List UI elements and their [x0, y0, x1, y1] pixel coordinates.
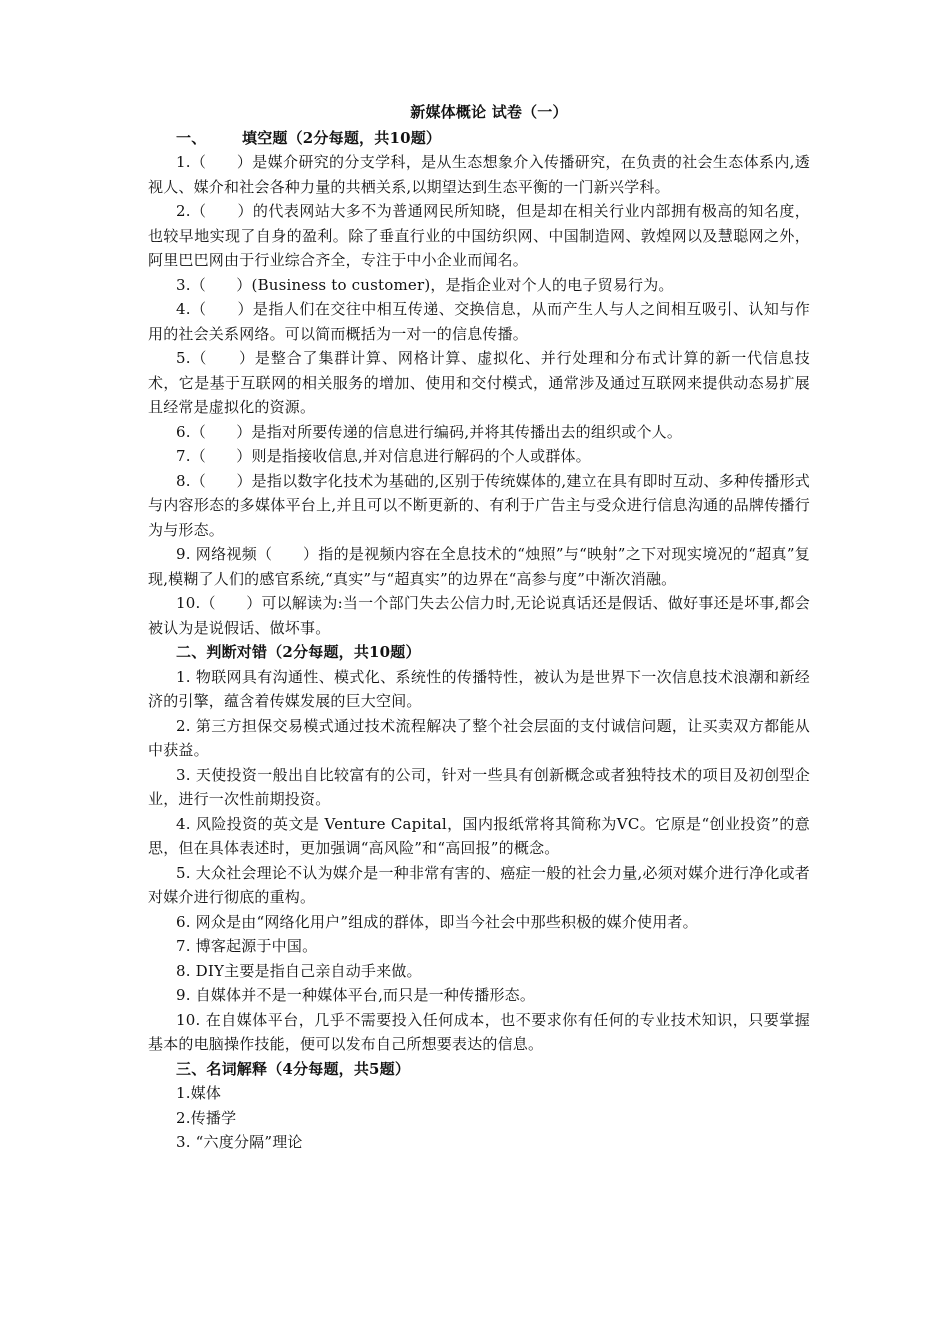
exam-title: 新媒体概论 试卷（一） — [410, 103, 568, 121]
question-item: 6. 网众是由“网络化用户”组成的群体，即当今社会中那些积极的媒介使用者。 — [176, 912, 698, 931]
question-item: 3. “六度分隔”理论 — [176, 1133, 303, 1151]
question-item: 2. 第三方担保交易模式通过技术流程解决了整个社会层面的支付诚信问题，让买卖双方都能从中获益。 — [148, 716, 810, 759]
section-heading-text: 三、名词解释（4分每题，共5题） — [176, 1059, 411, 1078]
question-item: 9. 自媒体并不是一种媒体平台,而只是一种传播形态。 — [176, 986, 536, 1004]
question-item: 1.（ ）是媒介研究的分支学科，是从生态想象介入传播研究，在负责的社会生态体系内,透视人、媒介和社会各种力量的共栖关系,以期望达到生态平衡的一门新兴学科。 — [148, 153, 810, 196]
question-item: 10. 在自媒体平台，几乎不需要投入任何成本，也不要求你有任何的专业技术知识，只要掌握基本的电脑操作技能，便可以发布自己所想要表达的信息。 — [148, 1010, 810, 1053]
question-item: 4. 风险投资的英文是 Venture Capital，国内报纸常将其简称为VC。它原是“创业投资”的意思，但在具体表述时，更加强调“高风险”和“高回报”的概念。 — [148, 814, 810, 857]
question-item: 2.（ ）的代表网站大多不为普通网民所知晓，但是却在相关行业内部拥有极高的知名度，也较早地实现了自身的盈利。除了垂直行业的中国纺织网、中国制造网、敦煌网以及慧聪网之外，阿里巴巴网由于行业综合齐全，专注于中小企业而闻名。 — [148, 202, 810, 269]
section-heading-fill-blank — [148, 126, 810, 151]
question-item: 3.（ ）(Business to customer)，是指企业对个人的电子贸易行为。 — [176, 275, 674, 294]
question-item: 5. 大众社会理论不认为媒介是一种非常有害的、癌症一般的社会力量,必须对媒介进行净化或者对媒介进行彻底的重构。 — [148, 863, 810, 906]
section-heading-text: 填空题（2分每题，共10题） — [242, 128, 442, 147]
question-item: 5.（ ）是整合了集群计算、网格计算、虚拟化、并行处理和分布式计算的新一代信息技术，它是基于互联网的相关服务的增加、使用和交付模式，通常涉及通过互联网来提供动态易扩展且经常是虚拟化的资源。 — [148, 349, 810, 416]
section-heading-definitions — [148, 1057, 810, 1082]
exam-document — [148, 100, 810, 1155]
question-item: 10.（ ）可以解读为:当一个部门失去公信力时,无论说真话还是假话、做好事还是坏事,都会被认为是说假话、做坏事。 — [148, 594, 810, 637]
question-item: 6.（ ）是指对所要传递的信息进行编码,并将其传播出去的组织或个人。 — [176, 422, 683, 441]
question-item: 1. 物联网具有沟通性、模式化、系统性的传播特性，被认为是世界下一次信息技术浪潮和新经济的引擎，蕴含着传媒发展的巨大空间。 — [148, 667, 810, 710]
question-item: 7. 博客起源于中国。 — [176, 937, 318, 955]
question-item: 2.传播学 — [176, 1108, 237, 1127]
question-item: 1.媒体 — [176, 1084, 222, 1102]
question-item: 7.（ ）则是指接收信息,并对信息进行解码的个人或群体。 — [176, 447, 591, 465]
question-item: 8. DIY主要是指自己亲自动手来做。 — [176, 961, 422, 980]
question-item: 3. 天使投资一般出自比较富有的公司，针对一些具有创新概念或者独特技术的项目及初创型企业，进行一次性前期投资。 — [148, 765, 810, 808]
question-item: 8.（ ）是指以数字化技术为基础的,区别于传统媒体的,建立在具有即时互动、多种传播形式与内容形态的多媒体平台上,并且可以不断更新的、有利于广告主与受众进行信息沟通的品牌传播行为与形态。 — [148, 471, 810, 539]
question-item: 9. 网络视频（ ）指的是视频内容在全息技术的“烛照”与“映射”之下对现实境况的“超真”复现,模糊了人们的感官系统,“真实”与“超真实”的边界在“高参与度”中渐次消融。 — [148, 545, 810, 588]
section-heading-true-false — [148, 640, 810, 665]
question-item: 4.（ ）是指人们在交往中相互传递、交换信息，从而产生人与人之间相互吸引、认知与作用的社会关系网络。可以简而概括为一对一的信息传播。 — [148, 300, 810, 343]
section-number: 一、 — [176, 128, 207, 147]
section-heading-text: 二、判断对错（2分每题，共10题） — [176, 643, 421, 661]
